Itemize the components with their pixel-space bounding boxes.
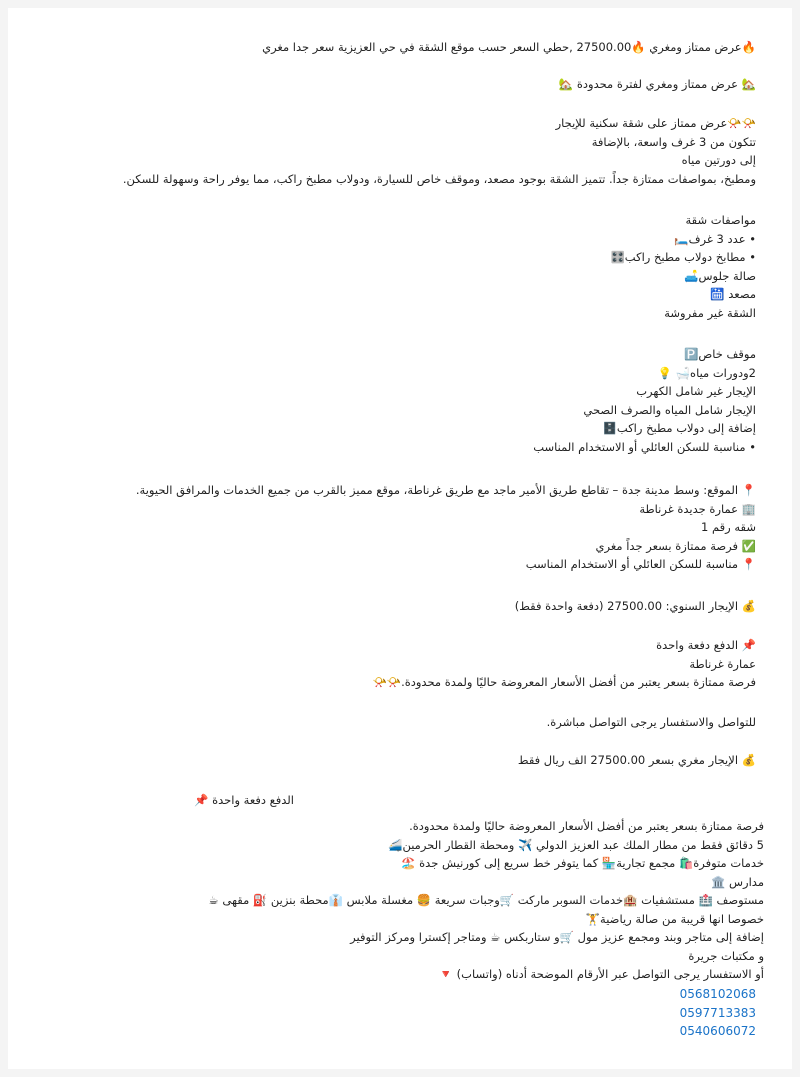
phone-numbers: [56, 985, 756, 1041]
contact-note: للتواصل والاستفسار يرجى التواصل مباشرة.: [546, 715, 756, 729]
payment-terms: 📌 الدفع دفعة واحدة عمارة غرناطة فرصة ممتازة بسعر يعتبر من أفضل الأسعار المعروضة حاليًا ولمدة محدودة.📯📯: [372, 638, 756, 689]
phone-link[interactable]: 0540606072: [679, 1024, 756, 1038]
apartment-specs: مواصفات شقة • عدد 3 غرف🛏️ • مطابخ دولاب مطبخ راكب🎛️ صالة جلوس🛋️ مصعد 🛗 الشقة غير مفروشة: [610, 213, 756, 320]
headline-offer: 🔥عرض ممتاز ومغري 🔥27500.00 ,حطي السعر حسب موقع الشقة في حي العزيزية سعر جدا مغري: [262, 40, 756, 54]
document-page: [8, 8, 792, 1069]
aside-payment-note: الدفع دفعة واحدة 📌: [194, 793, 294, 807]
apartment-description: 📯📯عرض ممتاز على شقة سكنية للإيجار تتكون من 3 غرف واسعة، بالإضافة إلى دورتين مياه ومطبخ، بمواصفات ممتازة جداً. تتميز الشقة بوجود مصعد، وموقف خاص للسيارة، ودولاب مطبخ راكب، مما يوفر راحة وسهولة للسكن.: [122, 116, 756, 186]
apartment-features: موقف خاص🅿️ 2ودورات مياه🛁 💡 الإيجار غير شامل الكهرب الإيجار شامل المياه والصرف الصحي إضافة إلى دولاب مطبخ راكب🗄️ • مناسبة للسكن العائلي أو الاستخدام المناسب: [533, 347, 756, 454]
phone-link[interactable]: 0597713383: [679, 1005, 756, 1020]
location-details: 📍 الموقع: وسط مدينة جدة – تقاطع طريق الأمير ماجد مع طريق غرناطة، موقع مميز بالقرب من جميع الخدمات والمرافق الحيوية. 🏢 عمارة جديدة غرناطة شقه رقم 1 ✅ فرصة ممتازة بسعر جداً مغري 📍 مناسبة للسكن العائلي أو الاستخدام المناسب: [135, 483, 756, 571]
nearby-services: فرصة ممتازة بسعر يعتبر من أفضل الأسعار المعروضة حاليًا ولمدة محدودة. 5 دقائق فقط من مطار الملك عبد العزيز الدولي ✈️ ومحطة القطار الحرمين🚄 خدمات متوفرة🛍️ مجمع تجارية🏪 كما يتوفر خط سريع إلى كورنيش جدة 🏖️ مدارس 🏛️ مستوصف 🏥 مستشفيات 🏨خدمات السوبر ماركت 🛒وجبات سريعة 🍔 مغسلة ملابس 👔محطة بنزين ⛽ مقهى ☕ خصوصا انها قريبة من صالة رياضية🏋️ إضافة إلى متاجر وبند ومجمع عزيز مول 🛒و ستاربكس ☕ ومتاجر إكسترا ومركز التوفير و مكتبات جريرة أو الاستفسار يرجى التواصل عبر الأرقام الموضحة أدناه (واتساب) 🔻: [208, 819, 764, 981]
phone-link[interactable]: 0568102068: [679, 987, 756, 1001]
annual-rent: 💰 الإيجار السنوي: 27500.00 (دفعة واحدة فقط): [514, 599, 756, 613]
rent-price-line: 💰 الإيجار مغري بسعر 27500.00 الف ريال فقط: [517, 753, 756, 767]
limited-offer-line: 🏡 عرض ممتاز ومغري لفترة محدودة 🏡: [558, 77, 756, 91]
